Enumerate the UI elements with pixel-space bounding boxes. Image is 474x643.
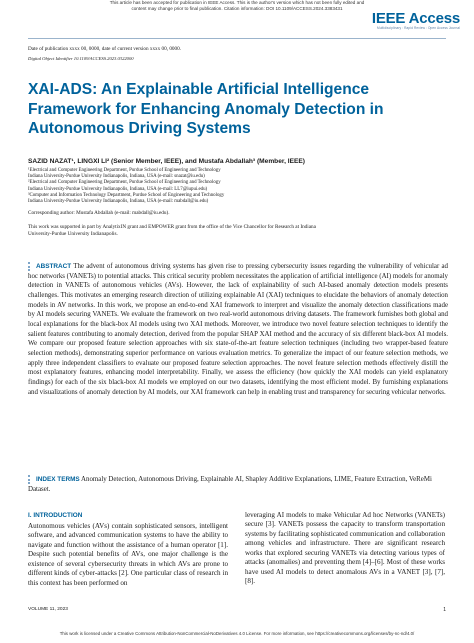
index-terms-label: INDEX TERMS bbox=[36, 476, 80, 483]
affiliation-line: Indiana University-Purdue University Indianapolis, Indiana, USA (e-mail: snazat@iu.edu) bbox=[28, 174, 205, 180]
funding-line-1: This work was supported in part by AnalytixIN grant and EMPOWER grant from the office of the Vice Chancellor for Research at Indiana bbox=[28, 224, 316, 230]
affiliation-line: Indiana University-Purdue University Indianapolis, Indiana, USA (e-mail: mabdall@iu.edu) bbox=[28, 199, 209, 205]
abstract-block bbox=[28, 262, 448, 397]
section-heading-introduction: I. INTRODUCTION bbox=[28, 512, 83, 519]
affiliations bbox=[28, 168, 448, 205]
license-notice: This work is licensed under a Creative Commons Attribution-NonCommercial-NoDerivatives 4.0 License. For more information, see https://creativecommons.org/licenses/by-nc-nd/4.0/ bbox=[59, 631, 415, 636]
abstract-label: ABSTRACT bbox=[36, 263, 72, 270]
index-terms-text: Anomaly Detection, Autonomous Driving, Explainable AI, Shapley Additive Explanations, LIME, Feature Extraction, VeReMi Dataset. bbox=[28, 476, 432, 493]
funding-line-2: University-Purdue University Indianapolis. bbox=[28, 231, 118, 237]
affiliation-line: ²Electrical and Computer Engineering Department, Purdue School of Engineering and Technology bbox=[28, 180, 221, 186]
index-terms-block bbox=[28, 475, 448, 494]
title-line-3: Autonomous Driving Systems bbox=[28, 120, 251, 138]
page-number: 1 bbox=[443, 607, 446, 613]
intro-right-column: leveraging AI models to make Vehicular Ad hoc Networks (VANETs) secure [3]. VANETs possess the capacity to transform transportation systems by facilitating sophisticated communication and collaboration among vehicles and infrastructure. There are significant research works that explored securing VANETs via detecting various types of attacks (anomalies) and preventing them [4]–[6]. Most of these works have used AI models to detect anomalous AVs in a VANET [3], [7], [8]. bbox=[245, 511, 445, 586]
intro-left-column: Autonomous vehicles (AVs) contain sophisticated sensors, intelligent software, and advanced communication systems to have the ability to navigate and function without the assistance of a human operator [1]. Despite such potential benefits of AVs, one major challenge is the existence of several cybersecurity threats in which AVs are prone to different kinds of cyber-attacks [2]. One particular class of research in this context has been performed on bbox=[28, 522, 228, 587]
corresponding-author: Corresponding author: Mustafa Abdallah (e-mail: mabdall@iu.edu). bbox=[28, 210, 170, 216]
ieee-access-logo bbox=[372, 10, 460, 30]
author-list: SAZID NAZAT¹, LINGXI LI² (Senior Member, IEEE), and Mustafa Abdallah³ (Member, IEEE) bbox=[28, 158, 305, 165]
logo-tagline: Multidisciplinary : Rapid Review : Open Access Journal bbox=[377, 26, 460, 30]
volume-label: VOLUME 11, 2023 bbox=[28, 607, 68, 612]
publication-dates: Date of publication xxxx 00, 0000, date of current version xxxx 00, 0000. bbox=[28, 46, 181, 52]
paper-title bbox=[28, 80, 448, 139]
abstract-text: The advent of autonomous driving systems has given rise to pressing cybersecurity issues regarding the vulnerability of vehicular ad hoc networks (VANETs) to potential attacks. This critical security problem necessitates the application of artificial intelligence (AI) models for anomaly detection in VANETs of autonomous vehicles (AVs). However, the lack of explainability of such AI-based anomaly detection models presents challenges. This motivates an emerging research direction of utilizing explainable AI (XAI) techniques to elucidate the behaviors of anomaly detection models in AV networks. In this work, we propose an end-to-end XAI framework to interpret and visualize the anomaly detection classifications made by AI models securing VANETs. We evaluate the framework on two real-world autonomous driving datasets. The framework furnishes both global and local explanations for the black-box AI models using two XAI methods. Moreover, we introduce two novel feature selection techniques to identify the salient features contributing to anomaly detection, derived from the popular SHAP XAI method and the accuracy of six different black-box AI models. We compare our proposed feature selection approaches with six state-of-the-art feature selection techniques (including two wrapper-based feature selection methods), demonstrating superior performance on various evaluation metrics. To generalize the impact of our feature selection methods, we apply three independent classifiers to evaluate our proposed feature selection approaches. The novel feature selection methods effectively distill the most explanatory features, enhancing model interpretability. Finally, we assess the efficiency (how quickly the XAI models can yield explanatory findings) for each of the six black-box AI models we employed on our two datasets, identifying the most efficient model. By furnishing explanations and visualizations of anomaly detection by AI models, our XAI framework can help in enabling trust and transparency for securing vehicular networks. bbox=[28, 263, 448, 396]
doi-line: Digital Object Identifier 10.1109/ACCESS.2023.0322000 bbox=[28, 56, 134, 61]
affiliation-line: Indiana University-Purdue University Indianapolis, Indiana, USA (e-mail: LL7@iupui.edu) bbox=[28, 186, 208, 192]
funding-note bbox=[28, 224, 448, 238]
affiliation-line: ³Computer and Information Technology Department, Purdue School of Engineering and Technology bbox=[28, 192, 225, 198]
title-line-2: Framework for Enhancing Anomaly Detection in bbox=[28, 100, 384, 118]
logo-word: IEEE Access bbox=[371, 10, 460, 27]
header-divider bbox=[28, 38, 446, 39]
title-line-1: XAI-ADS: An Explainable Artificial Intelligence bbox=[28, 81, 370, 98]
notice-line-1: This article has been accepted for publication in IEEE Access. This is the author's version which has not been fully edited and bbox=[109, 0, 365, 5]
affiliation-line: ¹Electrical and Computer Engineering Department, Purdue School of Engineering and Technology bbox=[28, 168, 221, 173]
notice-line-2: content may change prior to final publication. Citation information: DOI 10.1109/ACCESS.2024.3383431 bbox=[131, 6, 343, 12]
